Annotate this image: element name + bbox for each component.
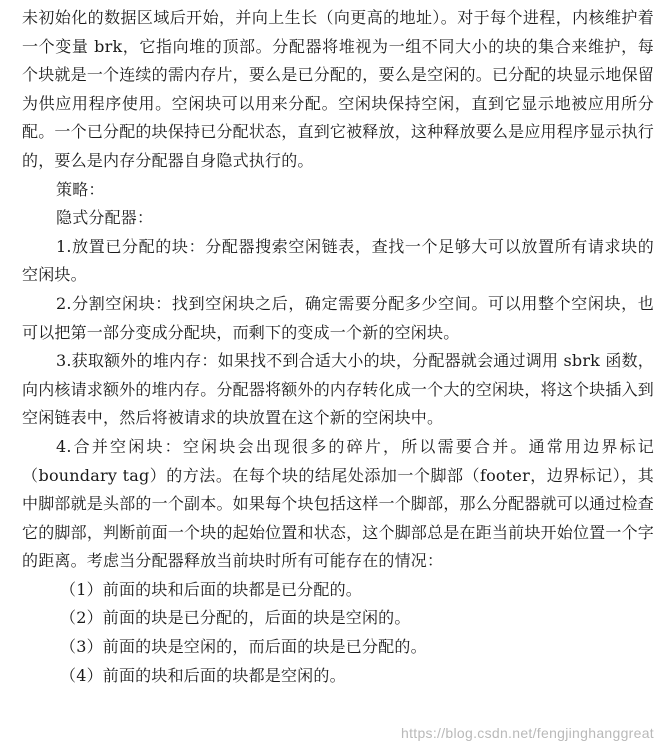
case-item: （4）前面的块和后面的块都是空闲的。 xyxy=(60,665,346,685)
step-place-block: 1.放置已分配的块：分配器搜索空闲链表，查找一个足够大可以放置所有请求块的空闲块。 xyxy=(22,236,654,285)
case-item: （3）前面的块是空闲的，而后面的块是已分配的。 xyxy=(60,637,427,657)
strategy-heading: 策略： xyxy=(56,179,105,199)
step-extra-heap: 3.获取额外的堆内存：如果找不到合适大小的块，分配器就会通过调用 sbrk 函数，向内核请求额外的堆内存。分配器将额外的内存转化成一个大的空闲块，将这个块插入到空闲链表中，然后将被请求的块放置在这个新的空闲块中。 xyxy=(22,351,654,428)
intro-paragraph: 未初始化的数据区域后开始，并向上生长（向更高的地址）。对于每个进程，内核维护着一个变量 brk，它指向堆的顶部。分配器将堆视为一组不同大小的块的集合来维护，每个块就是一个连续的需内存片，要么是已分配的，要么是空闲的。已分配的块显示地保留为供应用程序使用。空闲块可以用来分配。空闲块保持空闲，直到它显示地被应用所分配。一个已分配的块保持已分配状态，直到它被释放，这种释放要么是应用程序显示执行的，要么是内存分配器自身隐式执行的。 xyxy=(22,8,654,170)
step-split-block: 2.分割空闲块：找到空闲块之后，确定需要分配多少空间。可以用整个空闲块，也可以把第一部分变成分配块，而剩下的变成一个新的空闲块。 xyxy=(22,293,654,342)
implicit-allocator-heading: 隐式分配器： xyxy=(56,208,154,228)
watermark-url: https://blog.csdn.net/fengjinghanggreat xyxy=(401,725,654,741)
step-coalesce: 4.合并空闲块：空闲块会出现很多的碎片，所以需要合并。通常用边界标记（boundary tag）的方法。在每个块的结尾处添加一个脚部（footer，边界标记），其中脚部就是头部的一个副本。如果每个块包括这样一个脚部，那么分配器就可以通过检查它的脚部，判断前面一个块的起始位置和状态，这个脚部总是在距当前块开始位置一个字的距离。考虑当分配器释放当前块时所有可能存在的情况： xyxy=(22,436,654,571)
case-item: （2）前面的块是已分配的，后面的块是空闲的。 xyxy=(60,608,411,628)
case-item: （1）前面的块和后面的块都是已分配的。 xyxy=(60,579,362,599)
